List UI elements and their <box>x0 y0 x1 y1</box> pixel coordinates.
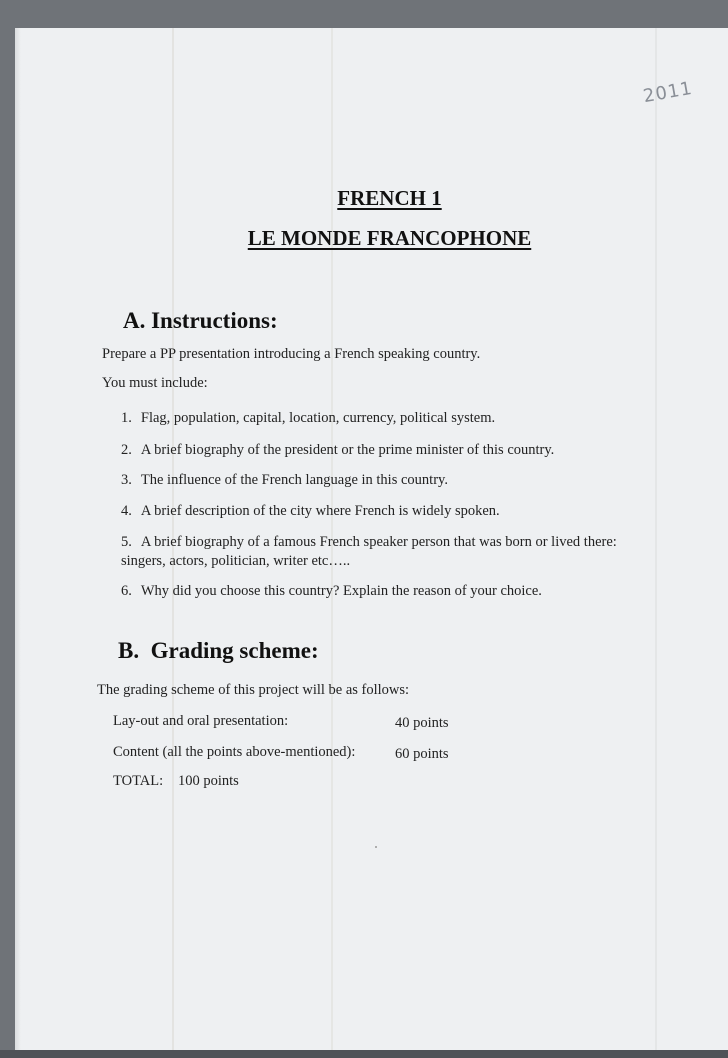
scan-speck <box>375 846 377 848</box>
grading-total-points: 100 points <box>178 773 239 789</box>
grading-row-label: Lay-out and oral presentation: <box>113 713 289 729</box>
instructions-heading: A. Instructions: <box>123 308 278 333</box>
must-include-label: You must include: <box>102 375 208 391</box>
scanner-bed-bottom <box>0 1050 728 1058</box>
grading-row-points: 40 points <box>395 715 449 731</box>
grading-intro: The grading scheme of this project will be as follows: <box>97 682 410 698</box>
topic-title: LE MONDE FRANCOPHONE <box>247 226 532 250</box>
list-item-text: A brief description of the city where French is widely spoken. <box>140 503 500 519</box>
list-item <box>121 472 448 489</box>
list-item <box>121 410 495 427</box>
list-item-number: 3. <box>121 472 132 488</box>
list-item-number: 2. <box>121 442 132 458</box>
list-item-number: 6. <box>121 583 132 599</box>
list-item-number: 4. <box>121 503 132 519</box>
instructions-intro: Prepare a PP presentation introducing a French speaking country. <box>102 346 481 362</box>
list-item-text: The influence of the French language in this country. <box>140 472 448 488</box>
list-item-text: Why did you choose this country? Explain the reason of your choice. <box>140 583 542 599</box>
grading-row-points: 60 points <box>395 746 449 762</box>
list-item-number: 5. <box>121 534 132 550</box>
list-item-text: A brief biography of the president or the prime minister of this country. <box>140 442 555 458</box>
list-item <box>121 583 542 600</box>
list-item <box>121 534 617 551</box>
list-item-continuation: singers, actors, politician, writer etc….. <box>121 553 351 569</box>
page-shadow <box>15 28 21 1050</box>
document-page <box>15 28 728 1050</box>
handwritten-year: 2011 <box>641 77 695 108</box>
scanner-bed-top <box>0 0 728 30</box>
list-item <box>121 503 500 520</box>
grading-total-label: TOTAL: <box>113 773 164 789</box>
grading-row-label: Content (all the points above-mentioned): <box>113 744 356 760</box>
list-item <box>121 442 554 459</box>
page-crease <box>655 28 657 1050</box>
grading-heading: B. Grading scheme: <box>118 638 319 663</box>
list-item-text: A brief biography of a famous French speaker person that was born or lived there: <box>140 534 617 550</box>
list-item-number: 1. <box>121 410 132 426</box>
list-item-text: Flag, population, capital, location, currency, political system. <box>140 410 496 426</box>
course-title: FRENCH 1 <box>337 186 442 210</box>
